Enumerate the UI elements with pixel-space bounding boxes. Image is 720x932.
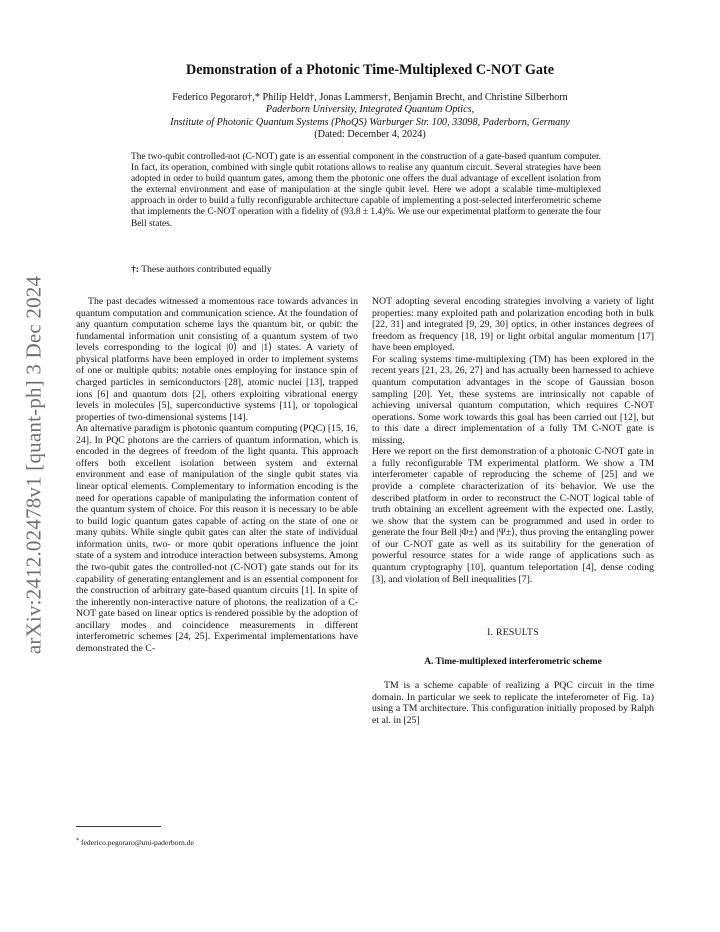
body-paragraph: NOT adopting several encoding strategies involving a variety of light properties: many exploited path and polarization encoding both in bulk [22, 31] and integrated [9, 29, 30] optics, in other instances degrees of freedom as frequency [18, 19] or light orbital angular momentum [17] have been employed. (372, 296, 654, 354)
corresponding-email[interactable]: federico.pegoraro@uni-paderborn.de (81, 838, 194, 847)
arxiv-identifier-stamp (14, 250, 54, 680)
subsection-heading: A. Time-multiplexed interferometric scheme (424, 656, 602, 667)
body-paragraph: TM is a scheme capable of realizing a PQC circuit in the time domain. In particular we seek to replicate the inteferometer of Fig. 1a) using a TM architecture. This configuration initially proposed by Ralph et al. in [25] (372, 680, 654, 726)
right-column (372, 296, 654, 726)
body-paragraph: The past decades witnessed a momentous race towards advances in quantum computation and communication science. At the foundation of any quantum computation scheme lays the quantum bit, or qubit: the fundamental information unit consisting of a quantum system of two levels corresponding to the logical |0⟩ and |1⟩ states. A variety of physical platforms have been employed in order to implement systems of one or multiple qubits: notable ones employing for instance spin of charged particles in semiconductors [28], atomic nuclei [13], trapped ions [6] and quantum dots [2], others exploiting vibrational energy levels in molecules [5], superconductive systems [11], or topological properties of two-dimensional systems [14]. (76, 296, 358, 423)
author-list: Federico Pegoraro†,* Philip Held†, Jonas Lammers†, Benjamin Brecht, and Christine Silberhorn (172, 92, 568, 103)
affiliation-line-1: Paderborn University, Integrated Quantum Optics, (265, 104, 475, 116)
section-heading: I. RESULTS (487, 627, 539, 639)
left-column (76, 296, 358, 654)
dated-line: (Dated: December 4, 2024) (314, 129, 426, 141)
abstract: The two-qubit controlled-not (C-NOT) gate is an essential component in the construction of a gate-based quantum computer. In fact, its operation, combined with single qubit rotations allows to realise any quantum circuit. Several strategies have been adopted in order to build quantum gates, among them the photonic one offers the dual advantage of excellent isolation from the external environment and ease of manipulation at the single qubit level. Here we adopt a scalable time-multiplexed approach in order to build a fully reconfigurable architecture capable of implementing a post-selected interferometric scheme that implements the C-NOT operation with a fidelity of (93.8 ± 1.4)%. We use our experimental platform to generate the four Bell states. (131, 152, 601, 229)
arxiv-id-text: arXiv:2412.02478v1 [quant-ph] 3 Dec 2024 (21, 275, 46, 655)
affiliation-line-2: Institute of Photonic Quantum Systems (PhoQS) Warburger Str. 100, 33098, Paderborn, Germany (170, 116, 570, 128)
equal-contribution-text: These authors contributed equally (141, 264, 272, 275)
equal-contribution-note (131, 264, 272, 275)
paper-title: Demonstration of a Photonic Time-Multiplexed C-NOT Gate (185, 62, 555, 78)
author-block (80, 92, 660, 142)
footnote (76, 838, 194, 847)
body-paragraph: An alternative paradigm is photonic quantum computing (PQC) [15, 16, 24]. In PQC photons are the carriers of quantum information, which is encoded in the degrees of freedom of the light quanta. This approach offers both excellent isolation between system and external environment and ease of manipulation of the single qubit states via linear optical elements. Complementary to information encoding is the need for operations capable of manipulating the information content of the quantum system of choice. For this reason it is necessary to be able to build logic quantum gates capable of acting on the state of one or many qubits. While single qubit gates can alter the state of individual information units, two- or more qubit operations influence the joint state of a system and introduce interaction between subsystems. Among the two-qubit gates the controlled-not (C-NOT) gate stands out for its capability of generating entanglement and is an essential component for the construction of arbitrary gate-based quantum circuits [1]. In spite of the inherently non-interactive nature of photons, the realization of a C-NOT gate based on linear optics is rendered possible by the adoption of ancillary modes and coincidence measurements in different interferometric schemes [24, 25]. Experimental implementations have demonstrated the C- (76, 423, 358, 654)
footnote-mark: * (76, 838, 79, 844)
body-paragraph: Here we report on the first demonstration of a photonic C-NOT gate in a fully reconfigurable TM experimental platform. We show a TM interferometer capable of reproducing the scheme of [25] and we provide a complete characterization of its behavior. We use the described platform in order to reconstruct the C-NOT logical table of truth obtaining an excellent agreement with the expected one. Lastly, we show that the system can be programmed and used in order to generate the four Bell |Φ±⟩ and |Ψ±⟩, thus proving the entangling power of our C-NOT gate as well as its suitability for the generation of powerful resource states for a wide range of applications such as quantum cryptography [10], quantum teleportation [4], dense coding [3], and violation of Bell inequalities [7]. (372, 446, 654, 585)
footnote-rule (76, 826, 161, 827)
body-paragraph: For scaling systems time-multiplexing (TM) has been explored in the recent years [21, 23, 26, 27] and has actually been harnessed to achieve quantum computation advantages in the scope of Gaussian boson sampling [20]. Yet, these systems are intrinsically not capable of achieving universal quantum computation, which requires C-NOT operations. Some work towards this goal has been carried out [12], but to this date a direct implementation of a fully TM C-NOT gate is missing. (372, 353, 654, 446)
dagger-mark: †: (131, 264, 139, 275)
